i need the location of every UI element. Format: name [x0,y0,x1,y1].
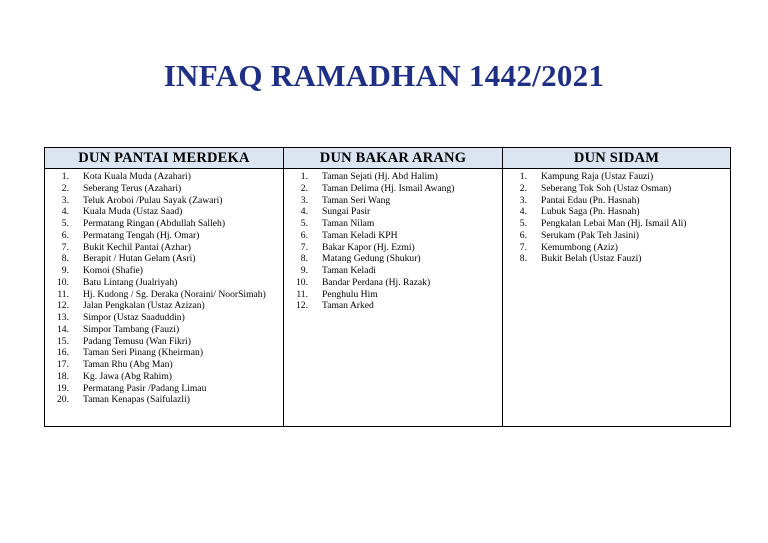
item-number: 4. [300,206,308,218]
list-item [45,218,283,230]
list-item [503,242,730,254]
list-item [45,371,283,383]
item-text: Taman Keladi [322,265,376,276]
item-text: Kampung Raja (Ustaz Fauzi) [541,171,654,182]
list-item [284,289,502,301]
item-number: 7. [61,241,69,253]
item-number: 2. [300,182,308,194]
item-number: 1. [519,171,527,182]
column-sidam [503,169,731,427]
item-text: Berapit / Hutan Gelam (Asri) [83,253,196,265]
item-number: 4. [519,206,527,218]
list-item [284,218,502,230]
list-item [503,171,730,183]
dun-table [44,147,731,427]
list-item [284,206,502,218]
list-item [45,265,283,277]
item-number: 17. [57,359,69,370]
item-text: Bukit Belah (Ustaz Fauzi) [541,253,642,265]
item-text: Kota Kuala Muda (Azahari) [83,171,191,182]
page-title: INFAQ RAMADHAN 1442/2021 [163,58,605,93]
item-number: 8. [300,253,308,265]
item-text: Permatang Pasir /Padang Limau [83,382,207,394]
list-item [503,195,730,207]
item-text: Permatang Tengah (Hj. Omar) [83,229,200,241]
item-number: 6. [300,229,308,241]
list-item [45,336,283,348]
item-number: 8. [519,253,527,265]
item-number: 9. [61,265,69,276]
item-number: 3. [300,194,308,206]
item-text: Taman Arked [322,300,374,312]
item-number: 5. [61,218,69,229]
list-item [45,383,283,395]
item-text: Matang Gedung (Shukur) [322,253,421,265]
list-item [45,206,283,218]
list-item [45,347,283,359]
item-text: Taman Kenapas (Saifulazli) [83,394,190,406]
item-text: Bukit Kechil Pantai (Azhar) [83,241,191,253]
item-text: Taman Sejati (Hj. Abd Halim) [322,171,438,182]
list-item [45,242,283,254]
list-item [45,289,283,301]
list-pantai-merdeka [45,171,283,406]
item-text: Permatang Ringan (Abdullah Salleh) [83,218,226,229]
item-number: 12. [296,300,308,312]
item-text: Batu Lintang (Jualriyah) [83,276,178,288]
item-text: Sungai Pasir [322,206,371,218]
item-text: Seberang Tok Soh (Ustaz Osman) [541,182,672,194]
list-item [45,394,283,406]
item-text: Taman Keladi KPH [322,229,398,241]
item-text: Kemumbong (Aziz) [541,241,618,253]
item-text: Bakar Kapor (Hj. Ezmi) [322,241,415,253]
list-item [45,230,283,242]
item-number: 20. [57,394,69,406]
item-number: 5. [519,218,527,229]
item-text: Penghulu Him [322,288,378,300]
list-item [284,183,502,195]
item-number: 7. [300,241,308,253]
list-item [284,253,502,265]
list-item [284,265,502,277]
item-number: 3. [61,194,69,206]
item-number: 6. [61,229,69,241]
item-number: 3. [519,194,527,206]
item-text: Taman Delima (Hj. Ismail Awang) [322,182,455,194]
item-number: 11. [57,288,69,300]
item-number: 10. [296,276,308,288]
item-text: Seberang Terus (Azahari) [83,182,182,194]
item-text: Teluk Aroboi /Pulau Sayak (Zawari) [83,194,223,206]
list-item [503,230,730,242]
item-number: 13. [57,312,69,323]
column-bakar-arang [284,169,503,427]
item-number: 6. [519,229,527,241]
item-number: 8. [61,253,69,265]
item-text: Bandar Perdana (Hj. Razak) [322,276,431,288]
body-row [45,169,731,427]
item-number: 5. [300,218,308,229]
item-number: 4. [61,206,69,218]
list-item [284,195,502,207]
column-pantai-merdeka [45,169,284,427]
item-number: 1. [61,171,69,182]
item-text: Serukam (Pak Teh Jasini) [541,229,640,241]
item-text: Taman Nilam [322,218,375,229]
item-number: 12. [57,300,69,312]
item-text: Pantai Edau (Pn. Hasnah) [541,194,640,206]
item-number: 2. [61,182,69,194]
list-item [45,277,283,289]
item-number: 10. [57,276,69,288]
item-text: Jalan Pengkalan (Ustaz Azizan) [83,300,205,312]
item-text: Padang Temusu (Wan Fikri) [83,335,191,347]
column-header-sidam: DUN SIDAM [503,148,731,169]
list-item [284,230,502,242]
item-number: 19. [57,382,69,394]
item-text: Lubuk Saga (Pn. Hasnah) [541,206,640,218]
item-number: 2. [519,182,527,194]
item-text: Kg. Jawa (Abg Rahim) [83,370,172,382]
list-item [45,183,283,195]
header-row [45,148,731,169]
list-item [45,324,283,336]
list-item [503,183,730,195]
item-text: Taman Seri Wang [322,194,391,206]
item-text: Komoi (Shafie) [83,265,143,276]
column-header-bakar-arang: DUN BAKAR ARANG [284,148,503,169]
item-number: 11. [296,288,308,300]
list-item [284,171,502,183]
item-text: Pengkalan Lebai Man (Hj. Ismail Ali) [541,218,687,229]
list-item [503,206,730,218]
item-number: 18. [57,370,69,382]
item-number: 9. [300,265,308,276]
item-number: 1. [300,171,308,182]
list-item [45,195,283,207]
item-text: Taman Seri Pinang (Kheirman) [83,347,204,359]
item-text: Taman Rhu (Abg Man) [83,359,173,370]
item-number: 16. [57,347,69,359]
list-item [284,277,502,289]
list-bakar-arang [284,171,502,312]
item-number: 14. [57,323,69,335]
column-header-pantai-merdeka: DUN PANTAI MERDEKA [45,148,284,169]
list-item [45,300,283,312]
list-item [45,253,283,265]
list-item [45,312,283,324]
list-item [284,300,502,312]
item-number: 15. [57,335,69,347]
item-text: Simpor (Ustaz Saaduddin) [83,312,185,323]
item-text: Hj. Kudong / Sg. Deraka (Noraini/ NoorSimah) [83,288,266,300]
item-number: 7. [519,241,527,253]
list-item [45,171,283,183]
list-item [284,242,502,254]
list-sidam [503,171,730,265]
item-text: Kuala Muda (Ustaz Saad) [83,206,183,218]
item-text: Simpor Tambang (Fauzi) [83,323,180,335]
list-item [503,218,730,230]
list-item [45,359,283,371]
list-item [503,253,730,265]
